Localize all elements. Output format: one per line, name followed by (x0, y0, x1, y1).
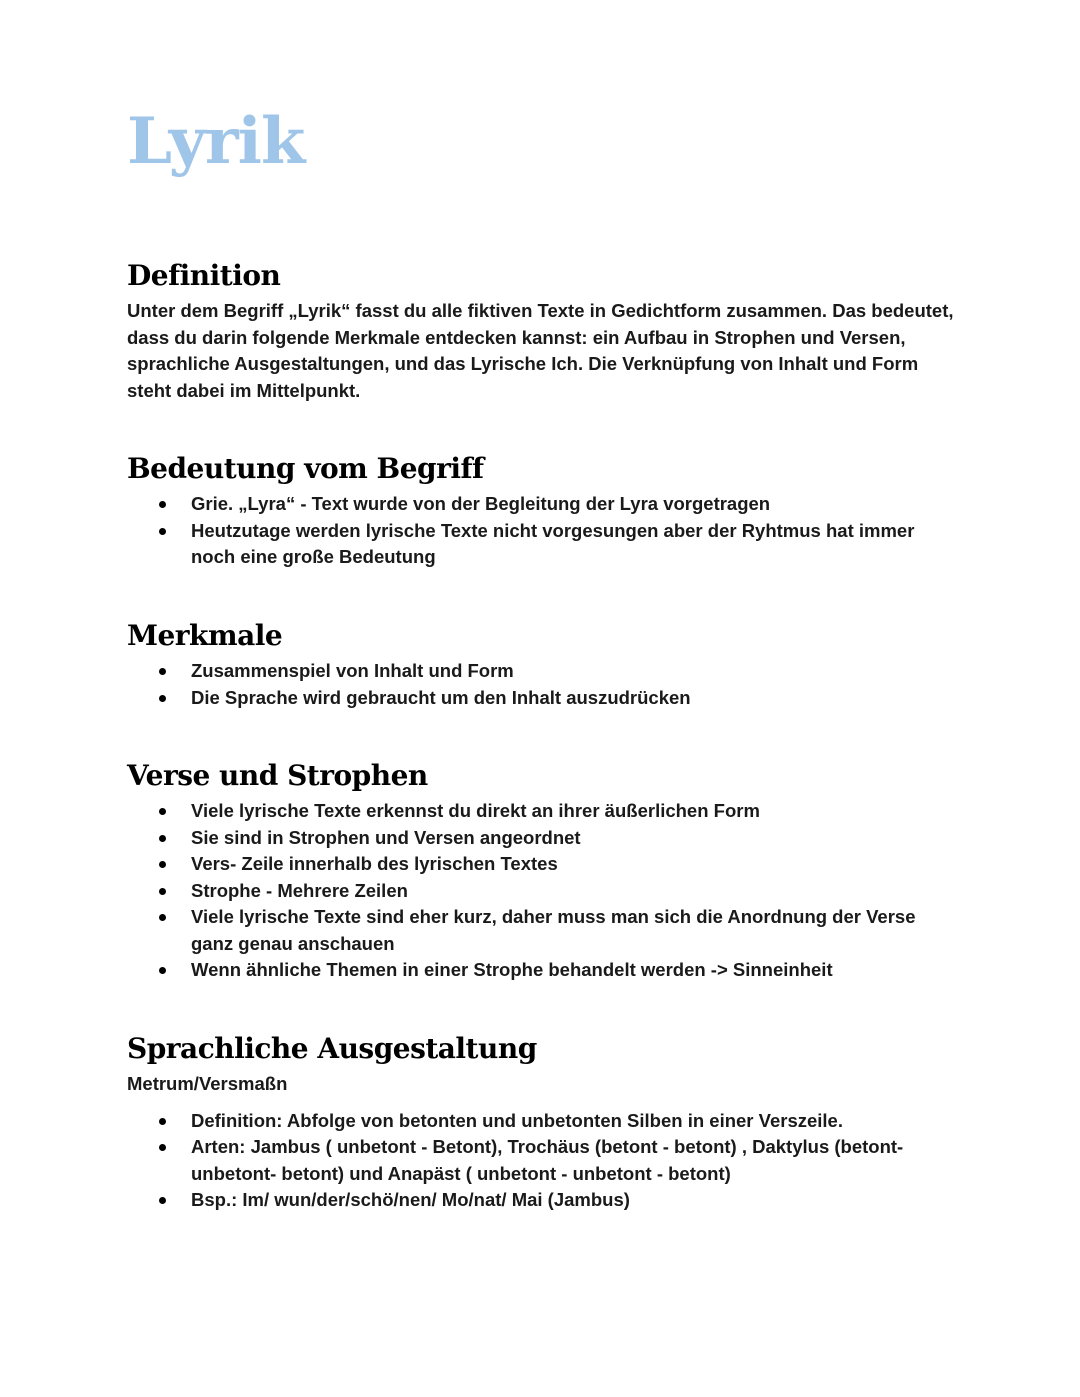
list-item-text: Arten: Jambus ( unbetont - Betont), Trochäus (betont - betont) , Daktylus (betont- unbetont- betont) und Anapäst ( unbetont - unbetont - betont) (191, 1136, 904, 1184)
bullet-icon (159, 528, 166, 535)
bullet-icon (159, 668, 166, 675)
list-item (127, 904, 957, 957)
definition-heading: Definition (127, 259, 281, 292)
section-bedeutung (127, 451, 957, 571)
list-item (127, 518, 957, 571)
section-sprachlich (127, 1031, 957, 1214)
list-item (127, 685, 957, 712)
bullet-icon (159, 1118, 166, 1125)
definition-text: Unter dem Begriff „Lyrik“ fasst du alle fiktiven Texte in Gedichtform zusammen. Das bedeutet, dass du darin folgende Merkmale entdecken kannst: ein Aufbau in Strophen und Versen, sprachliche Ausgestaltungen, und das Lyrische Ich. Die Verknüpfung von Inhalt und Form steht dabei im Mittelpunkt. (127, 300, 954, 401)
list-item (127, 798, 957, 825)
bullet-icon (159, 1197, 166, 1204)
bullet-icon (159, 695, 166, 702)
list-item (127, 957, 957, 984)
list-item-text: Grie. „Lyra“ - Text wurde von der Begleitung der Lyra vorgetragen (191, 493, 771, 514)
list-item (127, 878, 957, 905)
sprachlich-list (127, 1108, 957, 1214)
list-item-text: Wenn ähnliche Themen in einer Strophe behandelt werden -> Sinneinheit (191, 959, 833, 980)
list-item-text: Vers- Zeile innerhalb des lyrischen Textes (191, 853, 558, 874)
list-item-text: Sie sind in Strophen und Versen angeordnet (191, 826, 581, 848)
bullet-icon (159, 967, 166, 974)
section-verse (127, 758, 957, 984)
list-item (127, 851, 957, 878)
list-item-text: Definition: Abfolge von betonten und unbetonten Silben in einer Verszeile. (191, 1109, 843, 1131)
list-item-text: Strophe - Mehrere Zeilen (191, 879, 408, 901)
bullet-icon (159, 835, 166, 842)
list-item-text: Viele lyrische Texte sind eher kurz, daher muss man sich die Anordnung der Verse ganz genau anschauen (191, 906, 916, 954)
bullet-icon (159, 808, 166, 815)
list-item (127, 825, 957, 852)
list-item (127, 1134, 957, 1187)
bullet-icon (159, 501, 166, 508)
section-merkmale (127, 618, 957, 711)
merkmale-list (127, 658, 957, 711)
sprachlich-heading: Sprachliche Ausgestaltung (127, 1032, 537, 1065)
list-item-text: Heutzutage werden lyrische Texte nicht vorgesungen aber der Ryhtmus hat immer noch eine große Bedeutung (191, 519, 915, 567)
bedeutung-list (127, 491, 957, 571)
verse-heading: Verse und Strophen (127, 759, 428, 792)
metrum-subheading: Metrum/Versmaßn (127, 1073, 288, 1094)
list-item-text: Zusammenspiel von Inhalt und Form (191, 660, 514, 681)
bullet-icon (159, 914, 166, 921)
list-item-text: Viele lyrische Texte erkennst du direkt an ihrer äußerlichen Form (191, 800, 760, 821)
bullet-icon (159, 888, 166, 895)
merkmale-heading: Merkmale (127, 619, 283, 652)
bedeutung-heading: Bedeutung vom Begriff (127, 452, 484, 485)
list-item (127, 1187, 957, 1214)
verse-list (127, 798, 957, 984)
list-item (127, 658, 957, 685)
list-item (127, 491, 957, 518)
bullet-icon (159, 861, 166, 868)
bullet-icon (159, 1144, 166, 1151)
list-item-text: Die Sprache wird gebraucht um den Inhalt auszudrücken (191, 686, 691, 708)
list-item (127, 1108, 957, 1135)
page-title: Lyrik (127, 104, 305, 179)
section-definition (127, 258, 957, 404)
list-item-text: Bsp.: Im/ wun/der/schö/nen/ Mo/nat/ Mai (Jambus) (191, 1189, 630, 1210)
